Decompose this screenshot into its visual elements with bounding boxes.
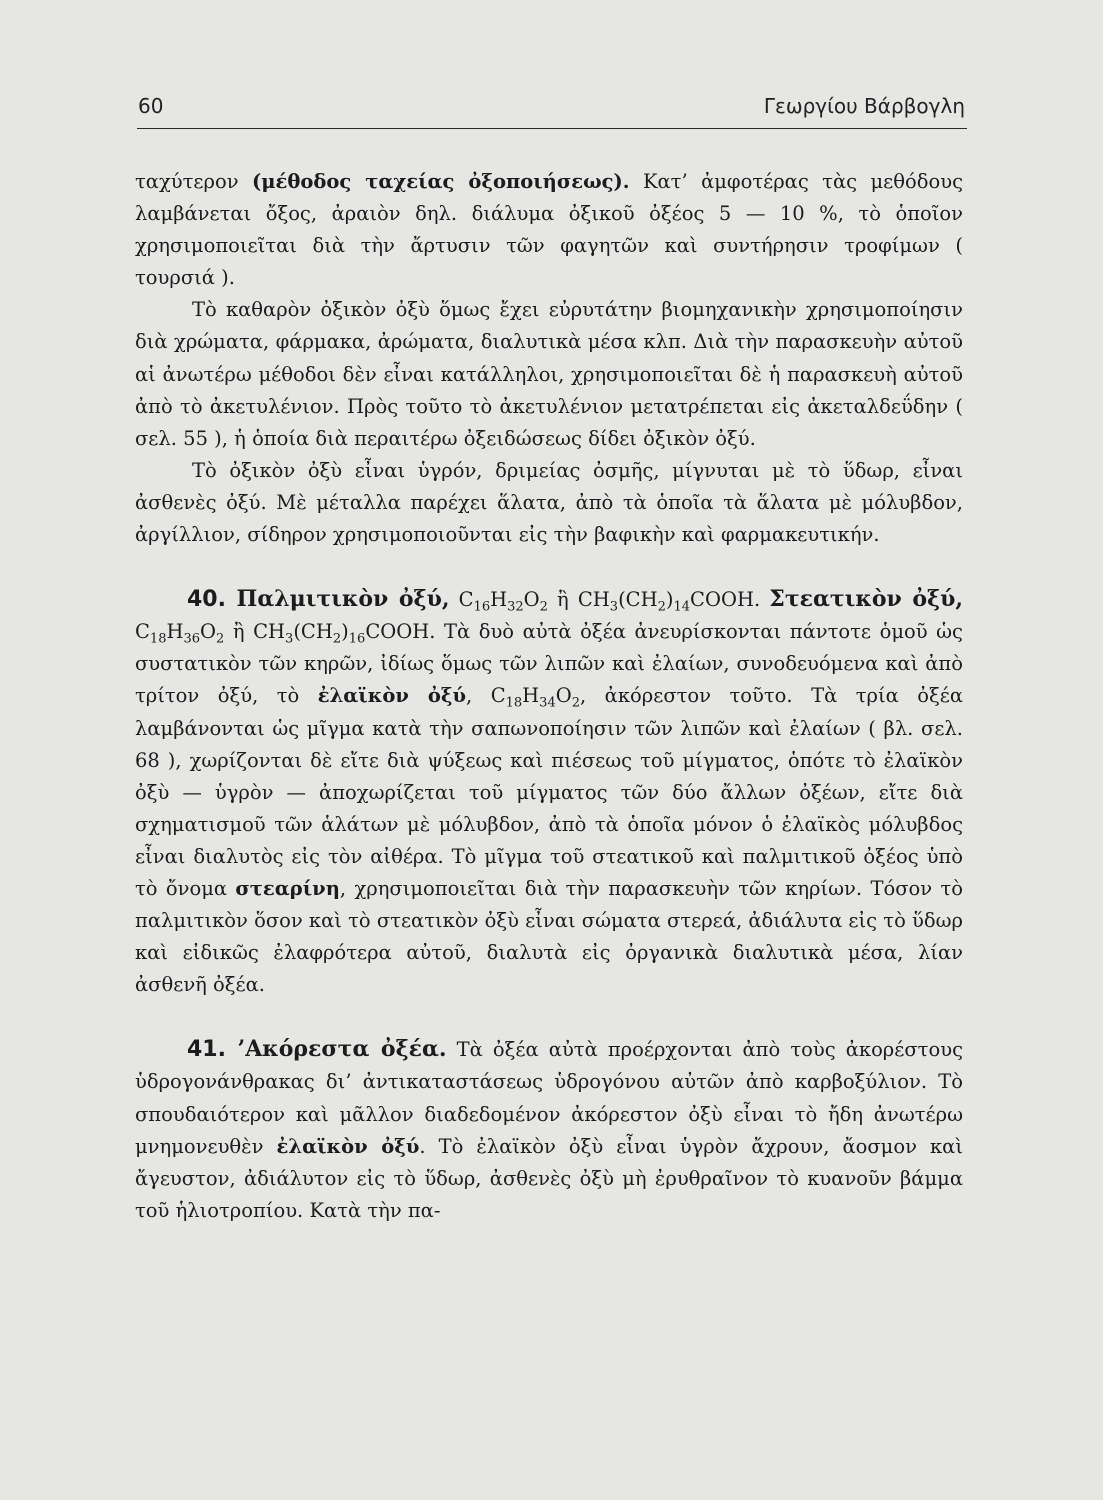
method-name: (μέθοδος ταχείας ὀξοποιήσεως). — [252, 170, 630, 193]
paragraph-2: Τὸ καθαρὸν ὀξικὸν ὀξὺ ὅμως ἔχει εὐρυτάτην βιομηχανικὴν χρησιμοποίησιν διὰ χρώματα, φάρμακα, ἀρώματα, διαλυτικὰ μέσα κλπ. Διὰ τὴν παρασκευὴν αὐτοῦ αἱ ἀνωτέρω μέθοδοι δὲν εἶναι κατάλληλοι, χρησιμοποιεῖται δὲ ἡ παρασκευὴ αὐτοῦ ἀπὸ τὸ ἀκετυλένιον. Πρὸς τοῦτο τὸ ἀκετυλένιον μετατρέπεται εἰς ἀκεταλδεΰδην ( σελ. 55 ), ἡ ὁποία διὰ περαιτέρω ὀξειδώσεως δίδει ὀξικὸν ὀξύ. — [135, 298, 963, 450]
body-text — [135, 166, 963, 1227]
formula-oleic: $C_{18}H_{34}O_2$ — [490, 684, 580, 711]
oleic-acid-term-2: ἐλαϊκὸν ὀξύ — [276, 1134, 420, 1158]
section-41-number: 41. — [187, 1037, 226, 1063]
oleic-acid-term: ἐλαϊκὸν ὀξύ — [317, 684, 467, 708]
page-number: 60 — [138, 94, 164, 118]
formula-palmitic-condensed: $CH_3(CH_2)_{14}COOH$. — [577, 588, 770, 615]
stearin-term: στεαρίνη — [235, 876, 340, 900]
formula-stearic: $C_{18}H_{36}O_2$ — [135, 620, 225, 647]
paragraph-3: Τὸ ὀξικὸν ὀξὺ εἶναι ὑγρόν, δριμείας ὀσμῆς, μίγνυται μὲ τὸ ὕδωρ, εἶναι ἀσθενὲς ὀξύ. Μὲ μέταλλα παρέχει ἅλατα, ἀπὸ τὰ ὁποῖα τὰ ἅλατα μὲ μόλυβδον, ἀργίλλιον, σίδηρον χρησιμοποιοῦνται εἰς τὴν βαφικὴν καὶ φαρμακευτικήν. — [135, 458, 963, 547]
running-head-author: Γεωργίου Βάρβογλη — [763, 94, 965, 118]
section-40-title: Παλμιτικὸν ὀξύ, — [225, 586, 450, 613]
formula-palmitic: $C_{16}H_{32}O_2$ — [449, 588, 548, 615]
section-41-title: ’Ακόρεστα ὀξέα. — [225, 1036, 447, 1063]
stearic-acid-title: Στεατικὸν ὀξύ, — [769, 586, 964, 613]
paragraph-1: ταχύτερον (μέθοδος ταχείας ὀξοποιήσεως). Κατ’ ἀμφοτέρας τὰς μεθόδους λαμβάνεται ὄξος, ἀραιὸν δηλ. διάλυμα ὀξικοῦ ὀξέος 5 — 10 %, τὸ ὁποῖον χρησιμοποιεῖται διὰ τὴν ἄρτυσιν τῶν φαγητῶν καὶ συντήρησιν τροφίμων ( τουρσιά ). — [135, 170, 963, 290]
section-41: 41. ’Ακόρεστα ὀξέα. Τὰ ὀξέα αὐτὰ προέρχονται ἀπὸ τοὺς ἀκορέστους ὑδρογονάνθρακας δι’ ἀντικαταστάσεως ὑδρογόνου αὐτῶν ἀπὸ καρβοξύλιον. Τὸ σπουδαιότερον καὶ μᾶλλον διαδεδομένον ἀκόρεστον ὀξὺ εἶναι τὸ ἤδη ἀνωτέρω μνημονευθὲν ἐλαϊκὸν ὀξύ. Τὸ ἐλαϊκὸν ὀξὺ εἶναι ὑγρὸν ἄχρουν, ἄοσμον καὶ ἄγευστον, ἀδιάλυτον εἰς τὸ ὕδωρ, ἀσθενὲς ὀξὺ μὴ ἐρυθραῖνον τὸ κυανοῦν βάμμα τοῦ ἡλιοτροπίου. Κατὰ τὴν πα- — [135, 1036, 963, 1222]
running-header — [137, 92, 967, 129]
formula-stearic-condensed: $CH_3(CH_2)_{16}COOH$. — [253, 620, 436, 647]
section-40: 40. Παλμιτικὸν ὀξύ, $C_{16}H_{32}O_2$ ἢ $CH_3(CH_2)_{14}COOH$. Στεατικὸν ὀξύ, $C_{18}H_{36}O_2$ ἢ $CH_3(CH_2)_{16}COOH$. Τὰ δυὸ αὐτὰ ὀξέα ἀνευρίσκονται πάντοτε ὁμοῦ ὡς συστατικὸν τῶν κηρῶν, ἰδίως ὅμως τῶν λιπῶν καὶ ἐλαίων, συνοδευόμενα καὶ ἀπὸ τρίτον ὀξύ, τὸ ἐλαϊκὸν ὀξύ, $C_{18}H_{34}O_2$, ἀκόρεστον τοῦτο. Τὰ τρία ὀξέα λαμβάνονται ὡς μῖγμα κατὰ τὴν σαπωνοποίησιν τῶν λιπῶν καὶ ἐλαίων ( βλ. σελ. 68 ), χωρίζονται δὲ εἴτε διὰ ψύξεως καὶ πιέσεως τοῦ μίγματος, ὁπότε τὸ ἐλαϊκὸν ὀξὺ — ὑγρὸν — ἀποχωρίζεται τοῦ μίγματος τῶν δύο ἄλλων ὀξέων, εἴτε διὰ σχηματισμοῦ τῶν ἁλάτων μὲ μόλυβδον, ἀπὸ τὰ ὁποῖα μόνον ὁ ἐλαϊκὸς μόλυβδος εἶναι διαλυτὸς εἰς τὸν αἰθέρα. Τὸ μῖγμα τοῦ στεατικοῦ καὶ παλμιτικοῦ ὀξέος ὑπὸ τὸ ὄνομα στεαρίνη, χρησιμοποιεῖται διὰ τὴν παρασκευὴν τῶν κηρίων. Τόσον τὸ παλμιτικὸν ὅσον καὶ τὸ στεατικὸν ὀξὺ εἶναι σώματα στερεά, ἀδιάλυτα εἰς τὸ ὕδωρ καὶ εἰδικῶς ἐλαφρότερα αὐτοῦ, διαλυτὰ εἰς ὀργανικὰ διαλυτικὰ μέσα, λίαν ἀσθενῆ ὀξέα. — [135, 586, 964, 997]
section-40-number: 40. — [187, 587, 226, 613]
